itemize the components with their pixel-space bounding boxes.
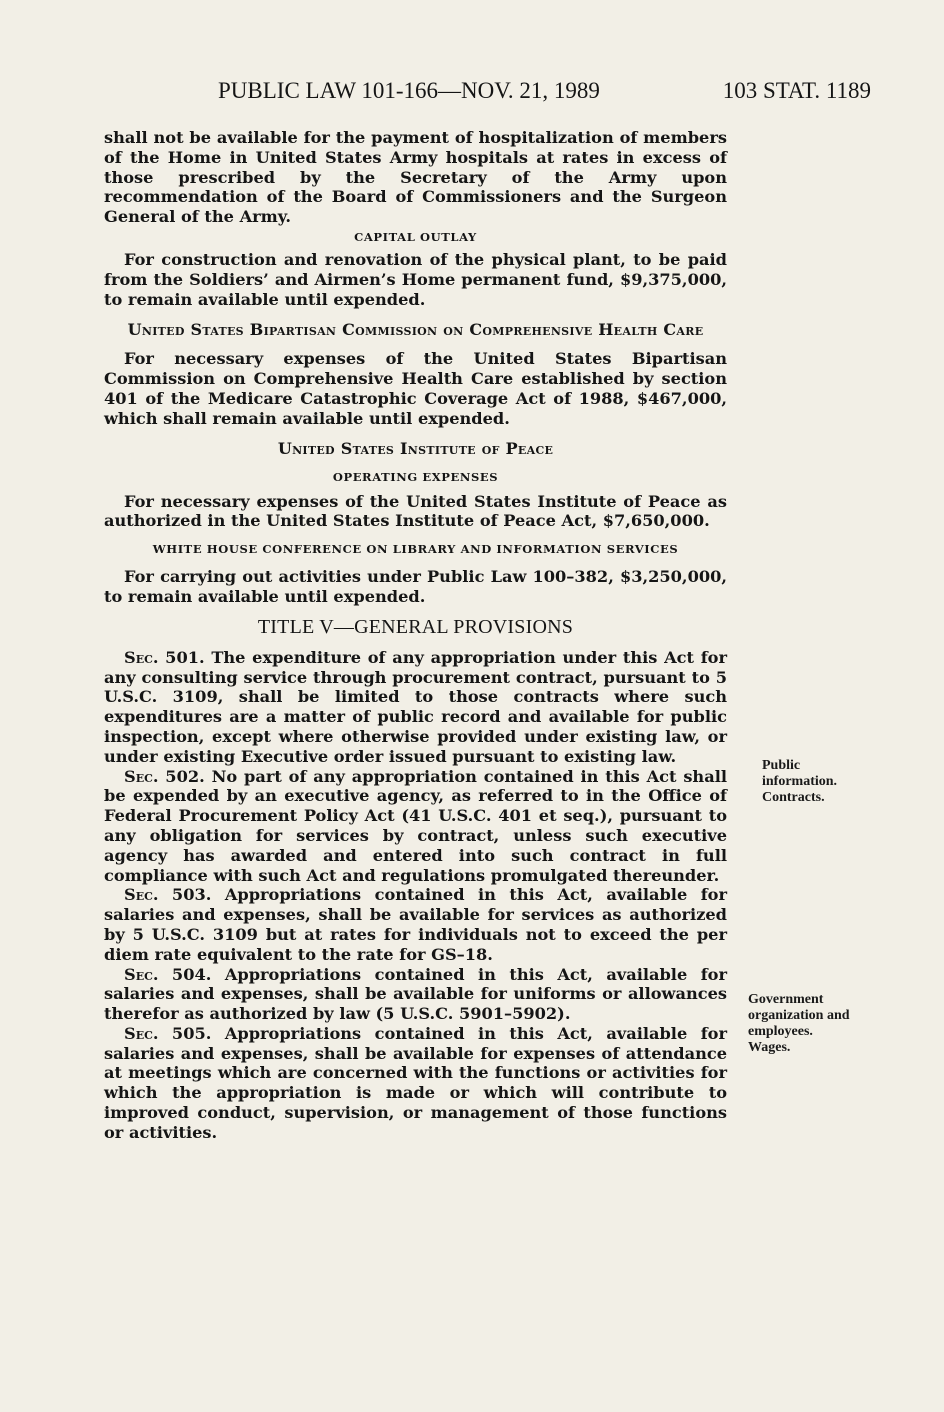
capital-outlay-paragraph: For construction and renovation of the physical plant, to be paid from the Soldiers’ and Airmen’s Home permanent fund, $9,375,000, to remain available until expended. (104, 249, 727, 309)
heading-bipartisan-commission: United States Bipartisan Commission on Comprehensive Health Care (127, 320, 704, 340)
margin-note-government-organization (748, 992, 850, 1056)
heading-white-house-conference: WHITE HOUSE CONFERENCE ON LIBRARY AND INFORMATION SERVICES (152, 542, 679, 557)
margin-note-line: Public (762, 758, 801, 773)
section-504-label: Sec. 504. (124, 964, 212, 984)
main-text (104, 128, 727, 1143)
section-505-text: Appropriations contained in this Act, available for salaries and expenses, shall be available for expenses of attendance at meetings which are concerned with the functions or activities for which the appropriation is made or which will contribute to improved conduct, supervision, or management of those functions or activities. (104, 1023, 728, 1142)
section-505 (104, 1024, 727, 1143)
section-503-label: Sec. 503. (124, 885, 212, 905)
bipartisan-commission-paragraph: For necessary expenses of the United States Bipartisan Commission on Comprehensive Health Care established by section 401 of the Medicare Catastrophic Coverage Act of 1988, $467,000, which shall remain available until expended. (104, 349, 727, 428)
section-501-label: Sec. 501. (124, 647, 205, 667)
section-503-text: Appropriations contained in this Act, available for salaries and expenses, shall be available for services as authorized by 5 U.S.C. 3109 but at rates for individuals not to exceed the per diem rate equivalent to the rate for GS–18. (104, 885, 728, 964)
section-505-label: Sec. 505. (124, 1023, 212, 1043)
margin-note-line: Government (748, 992, 824, 1007)
heading-capital-outlay: CAPITAL OUTLAY (354, 229, 477, 244)
margin-note-line: employees. (748, 1024, 813, 1039)
margin-note-line: Wages. (748, 1040, 791, 1055)
section-504 (104, 965, 727, 1024)
white-house-paragraph: For carrying out activities under Public Law 100–382, $3,250,000, to remain available until expended. (104, 567, 727, 606)
running-head (104, 78, 871, 108)
heading-operating-expenses: OPERATING EXPENSES (332, 469, 499, 484)
section-501 (104, 648, 727, 767)
margin-note-line: information. (762, 774, 838, 789)
section-504-text: Appropriations contained in this Act, available for salaries and expenses, shall be available for uniforms or allowances therefor as authorized by law (5 U.S.C. 5901–5902). (104, 964, 728, 1024)
running-head-law: PUBLIC LAW 101-166—NOV. 21, 1989 (218, 78, 600, 103)
section-502 (104, 767, 727, 886)
section-502-text: No part of any appropriation contained in this Act shall be expended by an executive agency, as referred to in the Office of Federal Procurement Policy Act (41 U.S.C. 401 et seq.), pursuant to any obligation for services by contract, unless such executive agency has awarded and entered into such contract in full compliance with such Act and regulations promulgated thereunder. (104, 766, 727, 885)
section-502-label: Sec. 502. (124, 766, 205, 786)
title-v-heading: TITLE V—GENERAL PROVISIONS (257, 615, 574, 638)
section-503 (104, 885, 727, 964)
margin-note-line: Contracts. (762, 790, 825, 805)
section-501-text: The expenditure of any appropriation under this Act for any consulting service through procurement contract, pursuant to 5 U.S.C. 3109, shall be limited to those contracts where such expenditures are a matter of public record and available for public inspection, except where otherwise provided under existing law, or under existing Executive order issued pursuant to existing law. (104, 647, 727, 766)
running-head-page: 103 STAT. 1189 (722, 78, 871, 103)
margin-note-public-information (762, 758, 837, 806)
heading-institute-of-peace: United States Institute of Peace (277, 438, 554, 458)
institute-of-peace-paragraph: For necessary expenses of the United States Institute of Peace as authorized in the United States Institute of Peace Act, $7,650,000. (104, 491, 727, 531)
intro-paragraph: shall not be available for the payment of hospitalization of members of the Home in United States Army hospitals at rates in excess of those prescribed by the Secretary of the Army upon recommendation of the Board of Commissioners and the Surgeon General of the Army. (104, 128, 727, 227)
margin-note-line: organization and (748, 1008, 850, 1023)
